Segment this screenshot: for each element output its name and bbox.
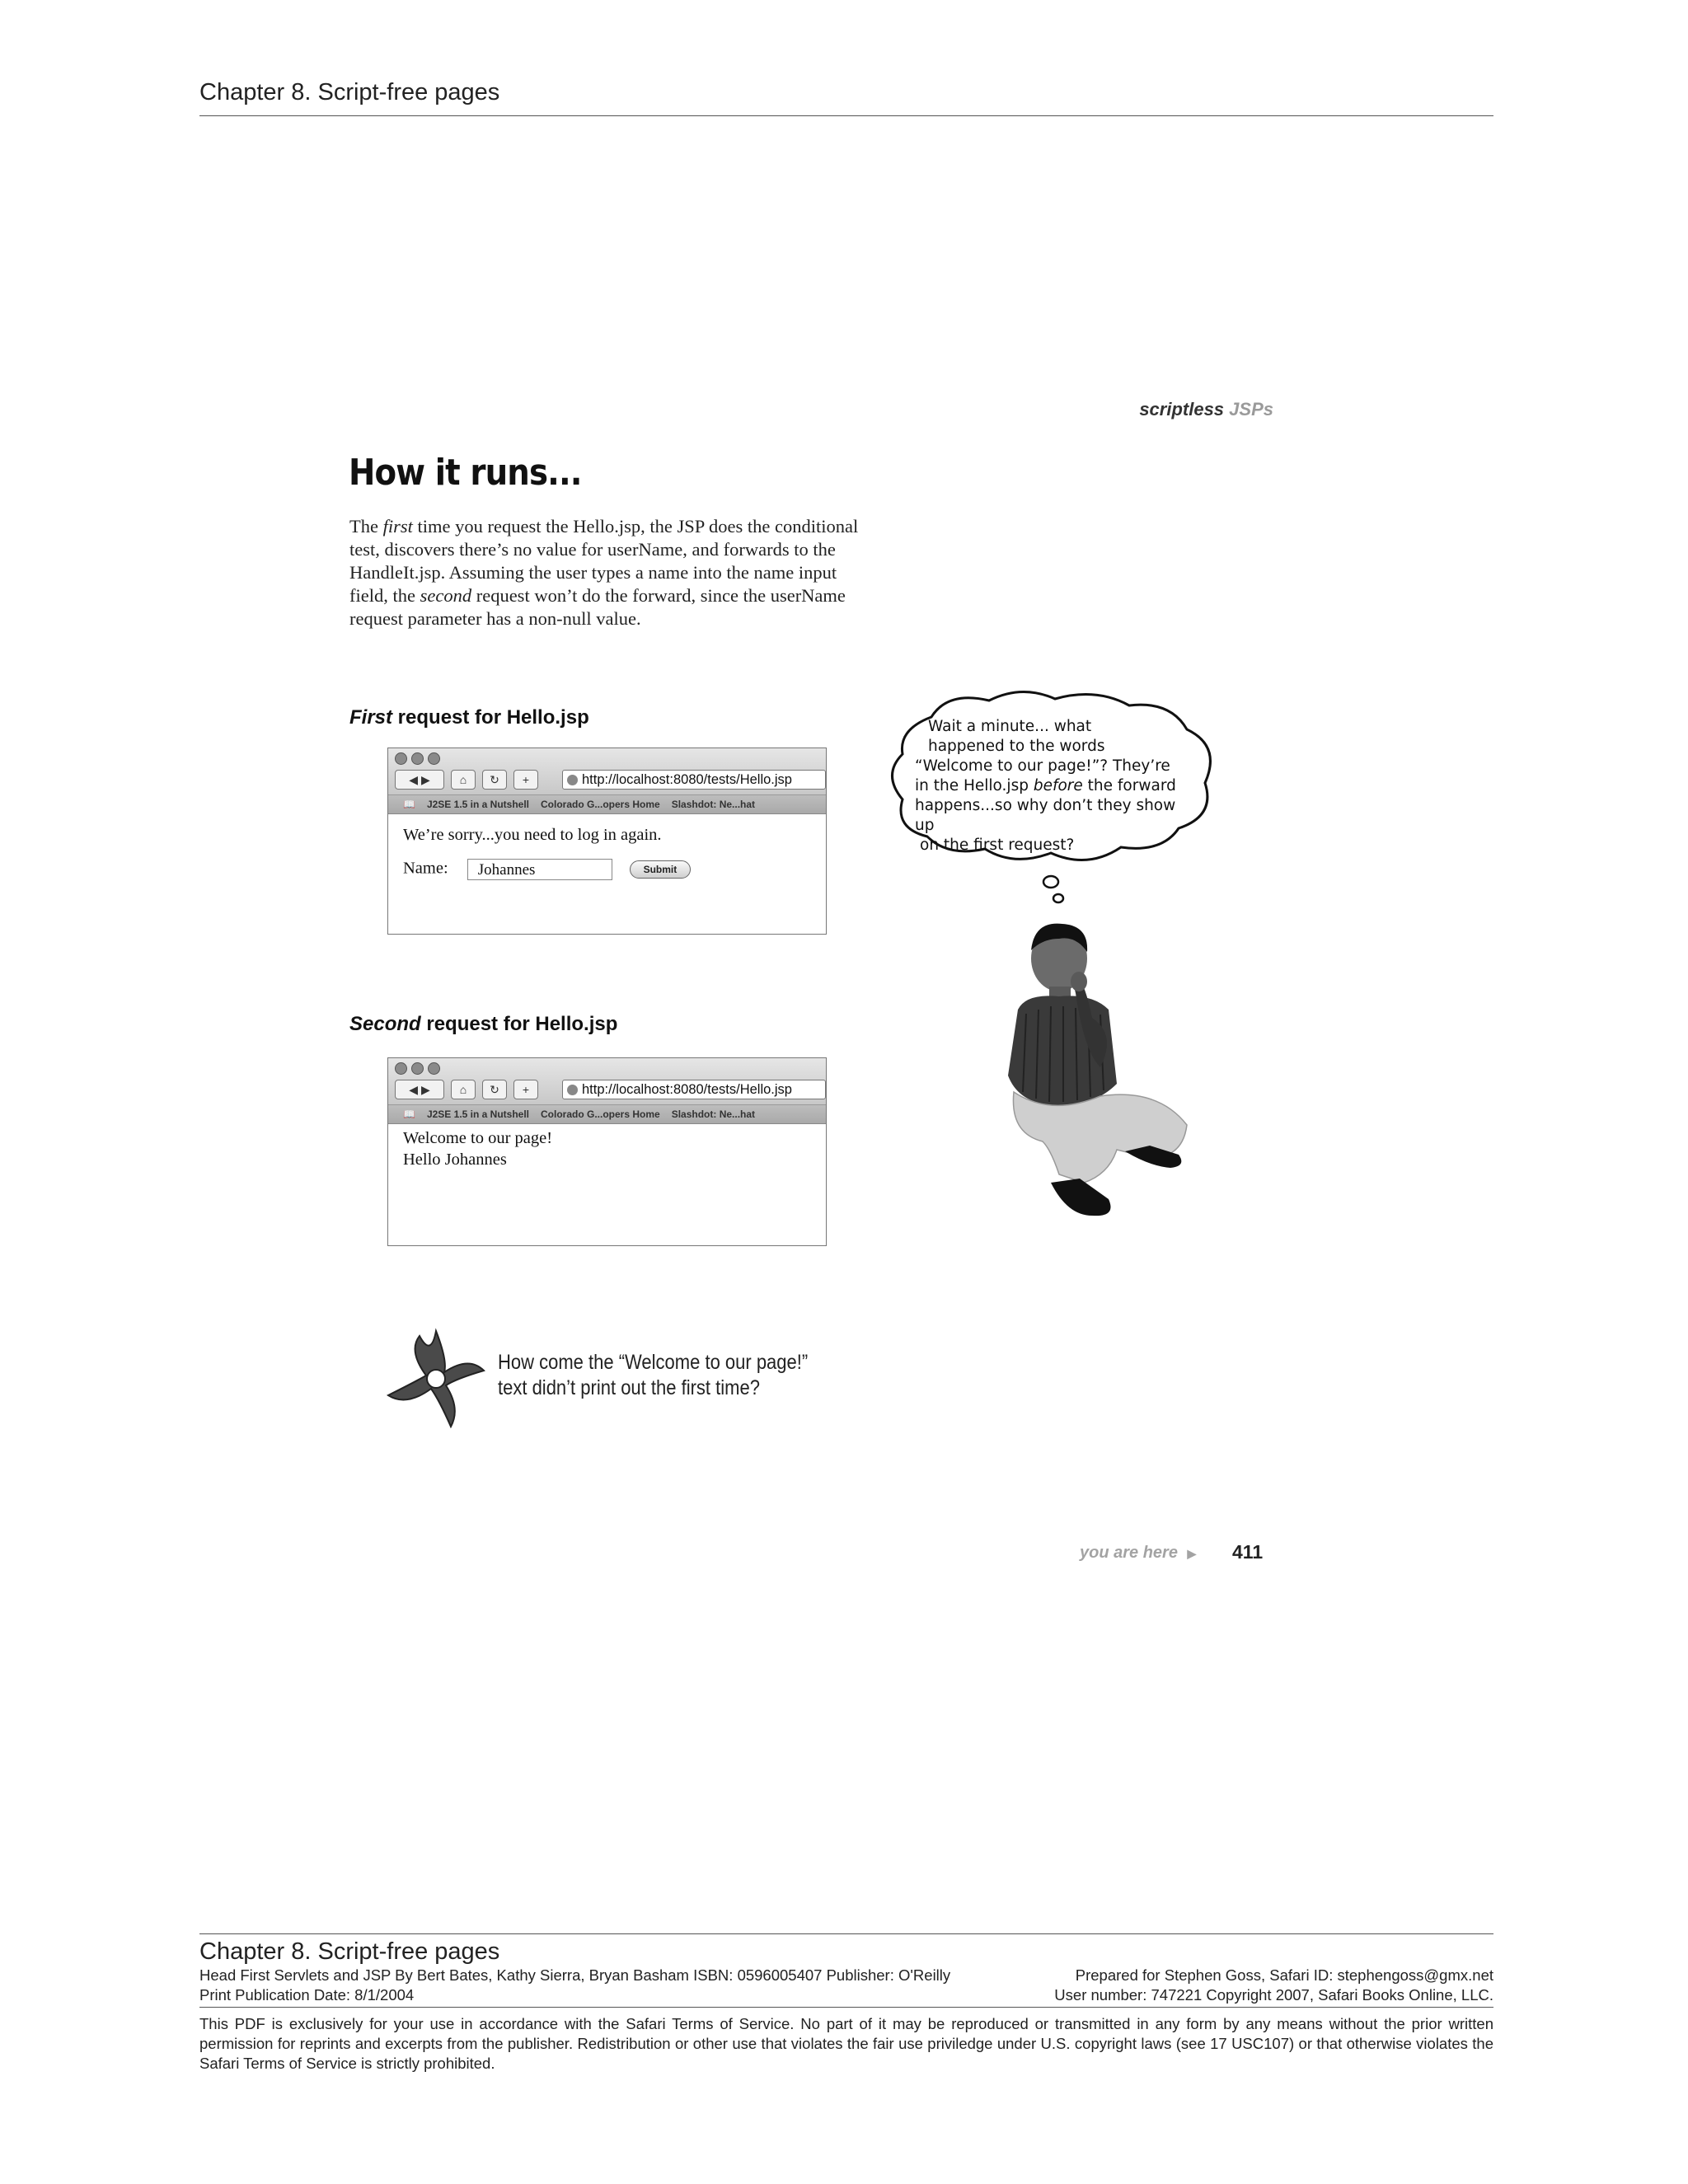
bookmark-item[interactable]: Slashdot: Ne...hat: [671, 799, 756, 810]
section-heading: How it runs...: [349, 452, 582, 494]
add-bookmark-button[interactable]: +: [513, 1080, 538, 1099]
chapter-title-header: Chapter 8. Script-free pages: [199, 79, 500, 105]
globe-icon: [567, 775, 578, 785]
footer-inner-rule: [199, 2007, 1493, 2008]
book-info-line: [199, 1966, 1493, 1985]
bubble-line: [915, 776, 1187, 796]
minimize-window-icon[interactable]: [411, 752, 424, 765]
pub-date-line: [199, 1986, 1493, 2004]
book-icon: 📖: [403, 1108, 415, 1120]
running-head-accent: JSPs: [1229, 399, 1273, 419]
bubble-line-part: in the Hello.jsp: [915, 777, 1034, 794]
running-head: [989, 399, 1273, 420]
name-label: Name:: [403, 859, 448, 878]
bubble-line-part: the forward: [1082, 777, 1176, 794]
close-window-icon[interactable]: [395, 752, 407, 765]
you-are-here-label: [1080, 1544, 1196, 1563]
submit-button[interactable]: Submit: [630, 860, 691, 879]
intro-text-2: time you request the Hello.jsp, the JSP does the conditional test, discovers there’s no value for userName, and forwards to the HandleIt.jsp. Assuming the user types a name into the name input field, the: [349, 516, 859, 606]
welcome-line: Welcome to our page!: [403, 1129, 553, 1147]
second-request-label-em: Second: [349, 1013, 421, 1035]
nav-buttons: [395, 1080, 538, 1099]
ninja-star-icon: [382, 1325, 490, 1432]
first-browser-window: [387, 748, 827, 935]
hello-line: Hello Johannes: [403, 1151, 507, 1169]
browser-toolbar: [388, 748, 826, 795]
bubble-line: Wait a minute... what: [928, 718, 1092, 735]
header-rule: [199, 115, 1493, 116]
bubble-line: happened to the words: [928, 738, 1105, 755]
thought-bubble-text: [915, 717, 1187, 855]
pub-date: Print Publication Date: 8/1/2004: [199, 1986, 415, 2004]
you-are-here-text: you are here: [1080, 1544, 1178, 1562]
name-row: [403, 859, 691, 880]
bookmarks-bar: [388, 795, 826, 814]
nav-buttons: [395, 770, 538, 790]
add-bookmark-button[interactable]: +: [513, 770, 538, 790]
home-button[interactable]: ⌂: [451, 1080, 476, 1099]
home-button[interactable]: ⌂: [451, 770, 476, 790]
bubble-line: happens...so why don’t they show up: [915, 797, 1176, 834]
user-number: User number: 747221 Copyright 2007, Safari Books Online, LLC.: [1054, 1986, 1493, 2004]
address-bar[interactable]: [562, 1080, 826, 1099]
footer-rule: [199, 1933, 1493, 1934]
browser-content: [388, 1124, 826, 1246]
sharpen-question: How come the “Welcome to our page!” text didn’t print out the first time?: [498, 1351, 809, 1399]
browser-toolbar: [388, 1058, 826, 1105]
address-bar-url: http://localhost:8080/tests/Hello.jsp: [582, 772, 792, 787]
first-request-label-em: First: [349, 706, 393, 729]
browser-content: [388, 814, 826, 935]
login-message: We’re sorry...you need to log in again.: [403, 826, 662, 844]
bookmark-item[interactable]: J2SE 1.5 in a Nutshell: [426, 1108, 530, 1120]
bookmarks-bar: [388, 1105, 826, 1124]
window-controls: [395, 752, 440, 765]
arrow-right-icon: ▶: [1187, 1547, 1197, 1560]
intro-text-1: The: [349, 516, 383, 537]
reload-button[interactable]: ↻: [482, 1080, 507, 1099]
second-browser-window: [387, 1057, 827, 1246]
second-request-label: [349, 1013, 617, 1036]
bubble-line: “Welcome to our page!”? They’re: [915, 757, 1170, 775]
back-forward-button[interactable]: ◀ ▶: [395, 770, 444, 790]
running-head-bold: scriptless: [1139, 399, 1225, 419]
first-request-label-rest: request for Hello.jsp: [392, 706, 589, 729]
bookmark-item[interactable]: Colorado G...opers Home: [541, 799, 660, 810]
prepared-for: Prepared for Stephen Goss, Safari ID: stephengoss@gmx.net: [1075, 1966, 1493, 1984]
book-info: Head First Servlets and JSP By Bert Bates, Kathy Sierra, Bryan Basham ISBN: 0596005407 Publisher: O'Reilly: [199, 1966, 951, 1984]
name-input[interactable]: Johannes: [467, 859, 612, 880]
zoom-window-icon[interactable]: [428, 752, 440, 765]
first-request-label: [349, 706, 589, 729]
bubble-line: on the first request?: [920, 837, 1075, 854]
globe-icon: [567, 1085, 578, 1095]
intro-paragraph: [349, 515, 860, 630]
bookmark-item[interactable]: Colorado G...opers Home: [541, 1108, 660, 1120]
bookmark-item[interactable]: J2SE 1.5 in a Nutshell: [426, 799, 530, 810]
close-window-icon[interactable]: [395, 1062, 407, 1075]
minimize-window-icon[interactable]: [411, 1062, 424, 1075]
intro-em-first: first: [382, 516, 413, 537]
window-controls: [395, 1062, 440, 1075]
bookmark-item[interactable]: Slashdot: Ne...hat: [671, 1108, 756, 1120]
intro-em-second: second: [420, 585, 472, 606]
chapter-title-footer: Chapter 8. Script-free pages: [199, 1938, 500, 1965]
book-icon: 📖: [403, 799, 415, 810]
address-bar-url: http://localhost:8080/tests/Hello.jsp: [582, 1082, 792, 1097]
second-request-label-rest: request for Hello.jsp: [420, 1013, 618, 1035]
back-forward-button[interactable]: ◀ ▶: [395, 1080, 444, 1099]
intro-text-3: request won’t do the forward, since the userName request parameter has a non-null value.: [349, 585, 846, 629]
address-bar[interactable]: [562, 770, 826, 790]
bubble-line-em: before: [1033, 777, 1083, 794]
reload-button[interactable]: ↻: [482, 770, 507, 790]
zoom-window-icon[interactable]: [428, 1062, 440, 1075]
thinking-man-illustration: [993, 911, 1195, 1240]
page-number: 411: [1232, 1541, 1264, 1563]
legal-notice: This PDF is exclusively for your use in accordance with the Safari Terms of Service. No part of it may be reproduced or transmitted in any form by any means without the prior written permission for reprints and excerpts from the publisher. Redistribution or other use that violates the fair use priviledge under U.S. copyright laws (see 17 USC107) or that otherwise violates the Safari Terms of Service is strictly prohibited.: [199, 2015, 1493, 2072]
